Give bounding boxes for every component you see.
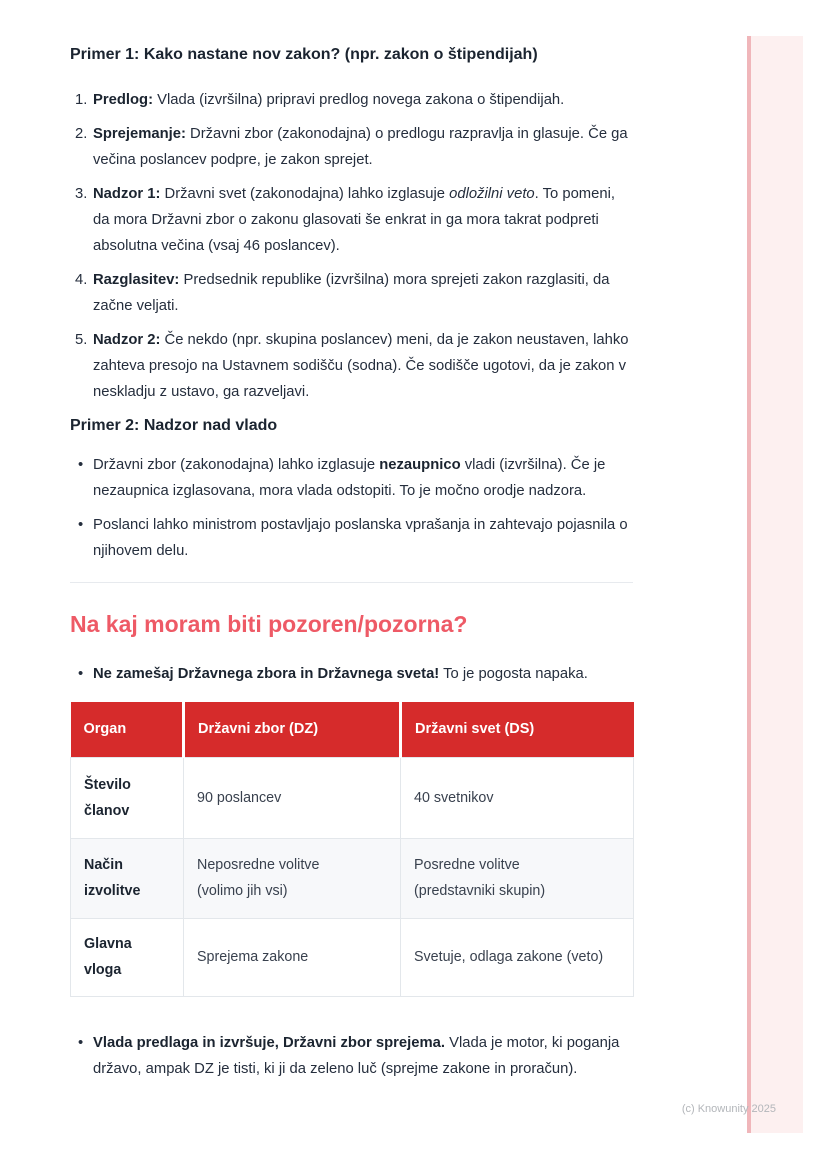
column-header-dz: Državni zbor (DZ) <box>184 702 401 757</box>
bullet-text: Vlada je motor, ki poganja državo, ampak DZ je tisti, ki ji da zeleno luč (sprejme zakone in proračun). <box>93 1034 620 1077</box>
list-number: 1. <box>75 92 88 108</box>
row-label <box>71 838 184 918</box>
bullet-text: To je pogosta napaka. <box>439 666 588 682</box>
column-header-ds: Državni svet (DS) <box>401 702 634 757</box>
table-cell <box>184 838 401 918</box>
cell-line: Neposredne volitve <box>197 857 320 873</box>
bullet-icon: • <box>78 457 84 473</box>
step-label: Nadzor 2: <box>93 332 161 348</box>
list-number: 5. <box>75 332 88 348</box>
list-item <box>70 121 633 173</box>
table-cell <box>184 918 401 996</box>
table-cell <box>401 918 634 996</box>
list-item <box>70 661 633 687</box>
cell-line: 40 svetnikov <box>414 789 494 806</box>
step-label: Sprejemanje: <box>93 126 186 142</box>
cell-line: Svetuje, odlaga zakone (veto) <box>414 949 604 965</box>
step-text: Če nekdo (npr. skupina poslancev) meni, da je zakon neustaven, lahko zahteva presojo na Ustavnem sodišču (sodna). Če sodišče ugotovi, da je zakon v neskladju z ustavo, ga razveljavi. <box>93 332 629 400</box>
section-heading-primer2: Primer 2: Nadzor nad vlado <box>70 417 278 434</box>
oversight-bullet-list <box>70 452 633 564</box>
cell-line: Posredne volitve <box>414 857 520 873</box>
table-header-row <box>71 702 634 757</box>
row-label <box>71 757 184 838</box>
table-row <box>71 757 634 838</box>
table-row <box>71 918 634 996</box>
step-text: Državni svet (zakonodajna) lahko izglasuje <box>160 186 450 202</box>
bullet-text: vladi (izvršilna). Če je nezaupnica izglasovana, mora vlada odstopiti. To je močno orodje nadzora. <box>93 457 606 499</box>
list-item <box>70 452 633 504</box>
bullet-icon: • <box>78 666 84 682</box>
warning-bullet-list <box>70 661 633 687</box>
table-cell <box>184 757 401 838</box>
cell-line: vloga <box>84 962 122 978</box>
step-label: Razglasitev: <box>93 272 180 288</box>
emphasized-term: odložilni veto <box>449 186 535 202</box>
section-heading-primer1: Primer 1: Kako nastane nov zakon? (npr. zakon o štipendijah) <box>70 46 538 63</box>
cell-line: (volimo jih vsi) <box>197 883 288 899</box>
bullet-text: Poslanci lahko ministrom postavljajo poslanska vprašanja in zahtevajo pojasnila o njihovem delu. <box>93 517 628 559</box>
cell-line: Število <box>84 776 131 793</box>
cell-line: Sprejema zakone <box>197 949 309 965</box>
step-label: Predlog: <box>93 92 154 108</box>
cell-line: (predstavniki skupin) <box>414 883 546 899</box>
step-text: Vlada (izvršilna) pripravi predlog novega zakona o štipendijah. <box>153 92 565 108</box>
row-label <box>71 918 184 996</box>
list-item <box>70 1030 633 1082</box>
bold-term: nezaupnico <box>379 457 461 473</box>
bullet-icon: • <box>78 517 84 533</box>
cell-line: 90 poslancev <box>197 789 282 806</box>
list-number: 3. <box>75 186 88 202</box>
step-text: Državni zbor (zakonodajna) o predlogu razpravlja in glasuje. Če ga večina poslancev podpre, je zakon sprejet. <box>93 126 628 168</box>
list-number: 4. <box>75 272 88 288</box>
dz-ds-comparison-table <box>70 702 634 997</box>
step-text: Predsednik republike (izvršilna) mora sprejeti zakon razglasiti, da začne veljati. <box>93 272 610 314</box>
list-item <box>70 327 633 405</box>
copyright-watermark: (c) Knowunity 2025 <box>681 1103 776 1115</box>
list-item <box>70 267 633 319</box>
table-cell <box>401 757 634 838</box>
table-row <box>71 838 634 918</box>
conclusion-bullet-list <box>70 1030 633 1082</box>
column-header-organ: Organ <box>71 702 184 757</box>
bullet-text: Državni zbor (zakonodajna) lahko izglasuje <box>93 457 380 473</box>
cell-line: izvolitve <box>84 883 141 899</box>
warning-section-heading: Na kaj moram biti pozoren/pozorna? <box>70 611 468 637</box>
list-item <box>70 87 633 113</box>
cell-line: članov <box>84 802 130 819</box>
table-cell <box>401 838 634 918</box>
document-content <box>70 0 633 1090</box>
list-item <box>70 512 633 564</box>
cell-line: Način <box>84 857 123 873</box>
section-divider <box>70 582 633 583</box>
page-edge-accent-bar <box>747 36 803 1133</box>
bold-conclusion: Vlada predlaga in izvršuje, Državni zbor sprejema. <box>93 1034 445 1051</box>
bullet-icon: • <box>78 1034 84 1051</box>
bold-warning: Ne zamešaj Državnega zbora in Državnega sveta! <box>93 666 440 682</box>
list-number: 2. <box>75 126 88 142</box>
step-text: . To pomeni, da mora Državni zbor o zakonu glasovati še enkrat in ga mora takrat podpreti absolutna večina (vsaj 46 poslancev). <box>93 186 615 254</box>
step-label: Nadzor 1: <box>93 186 161 202</box>
list-item <box>70 181 633 259</box>
law-steps-list <box>70 87 633 405</box>
cell-line: Glavna <box>84 936 132 952</box>
